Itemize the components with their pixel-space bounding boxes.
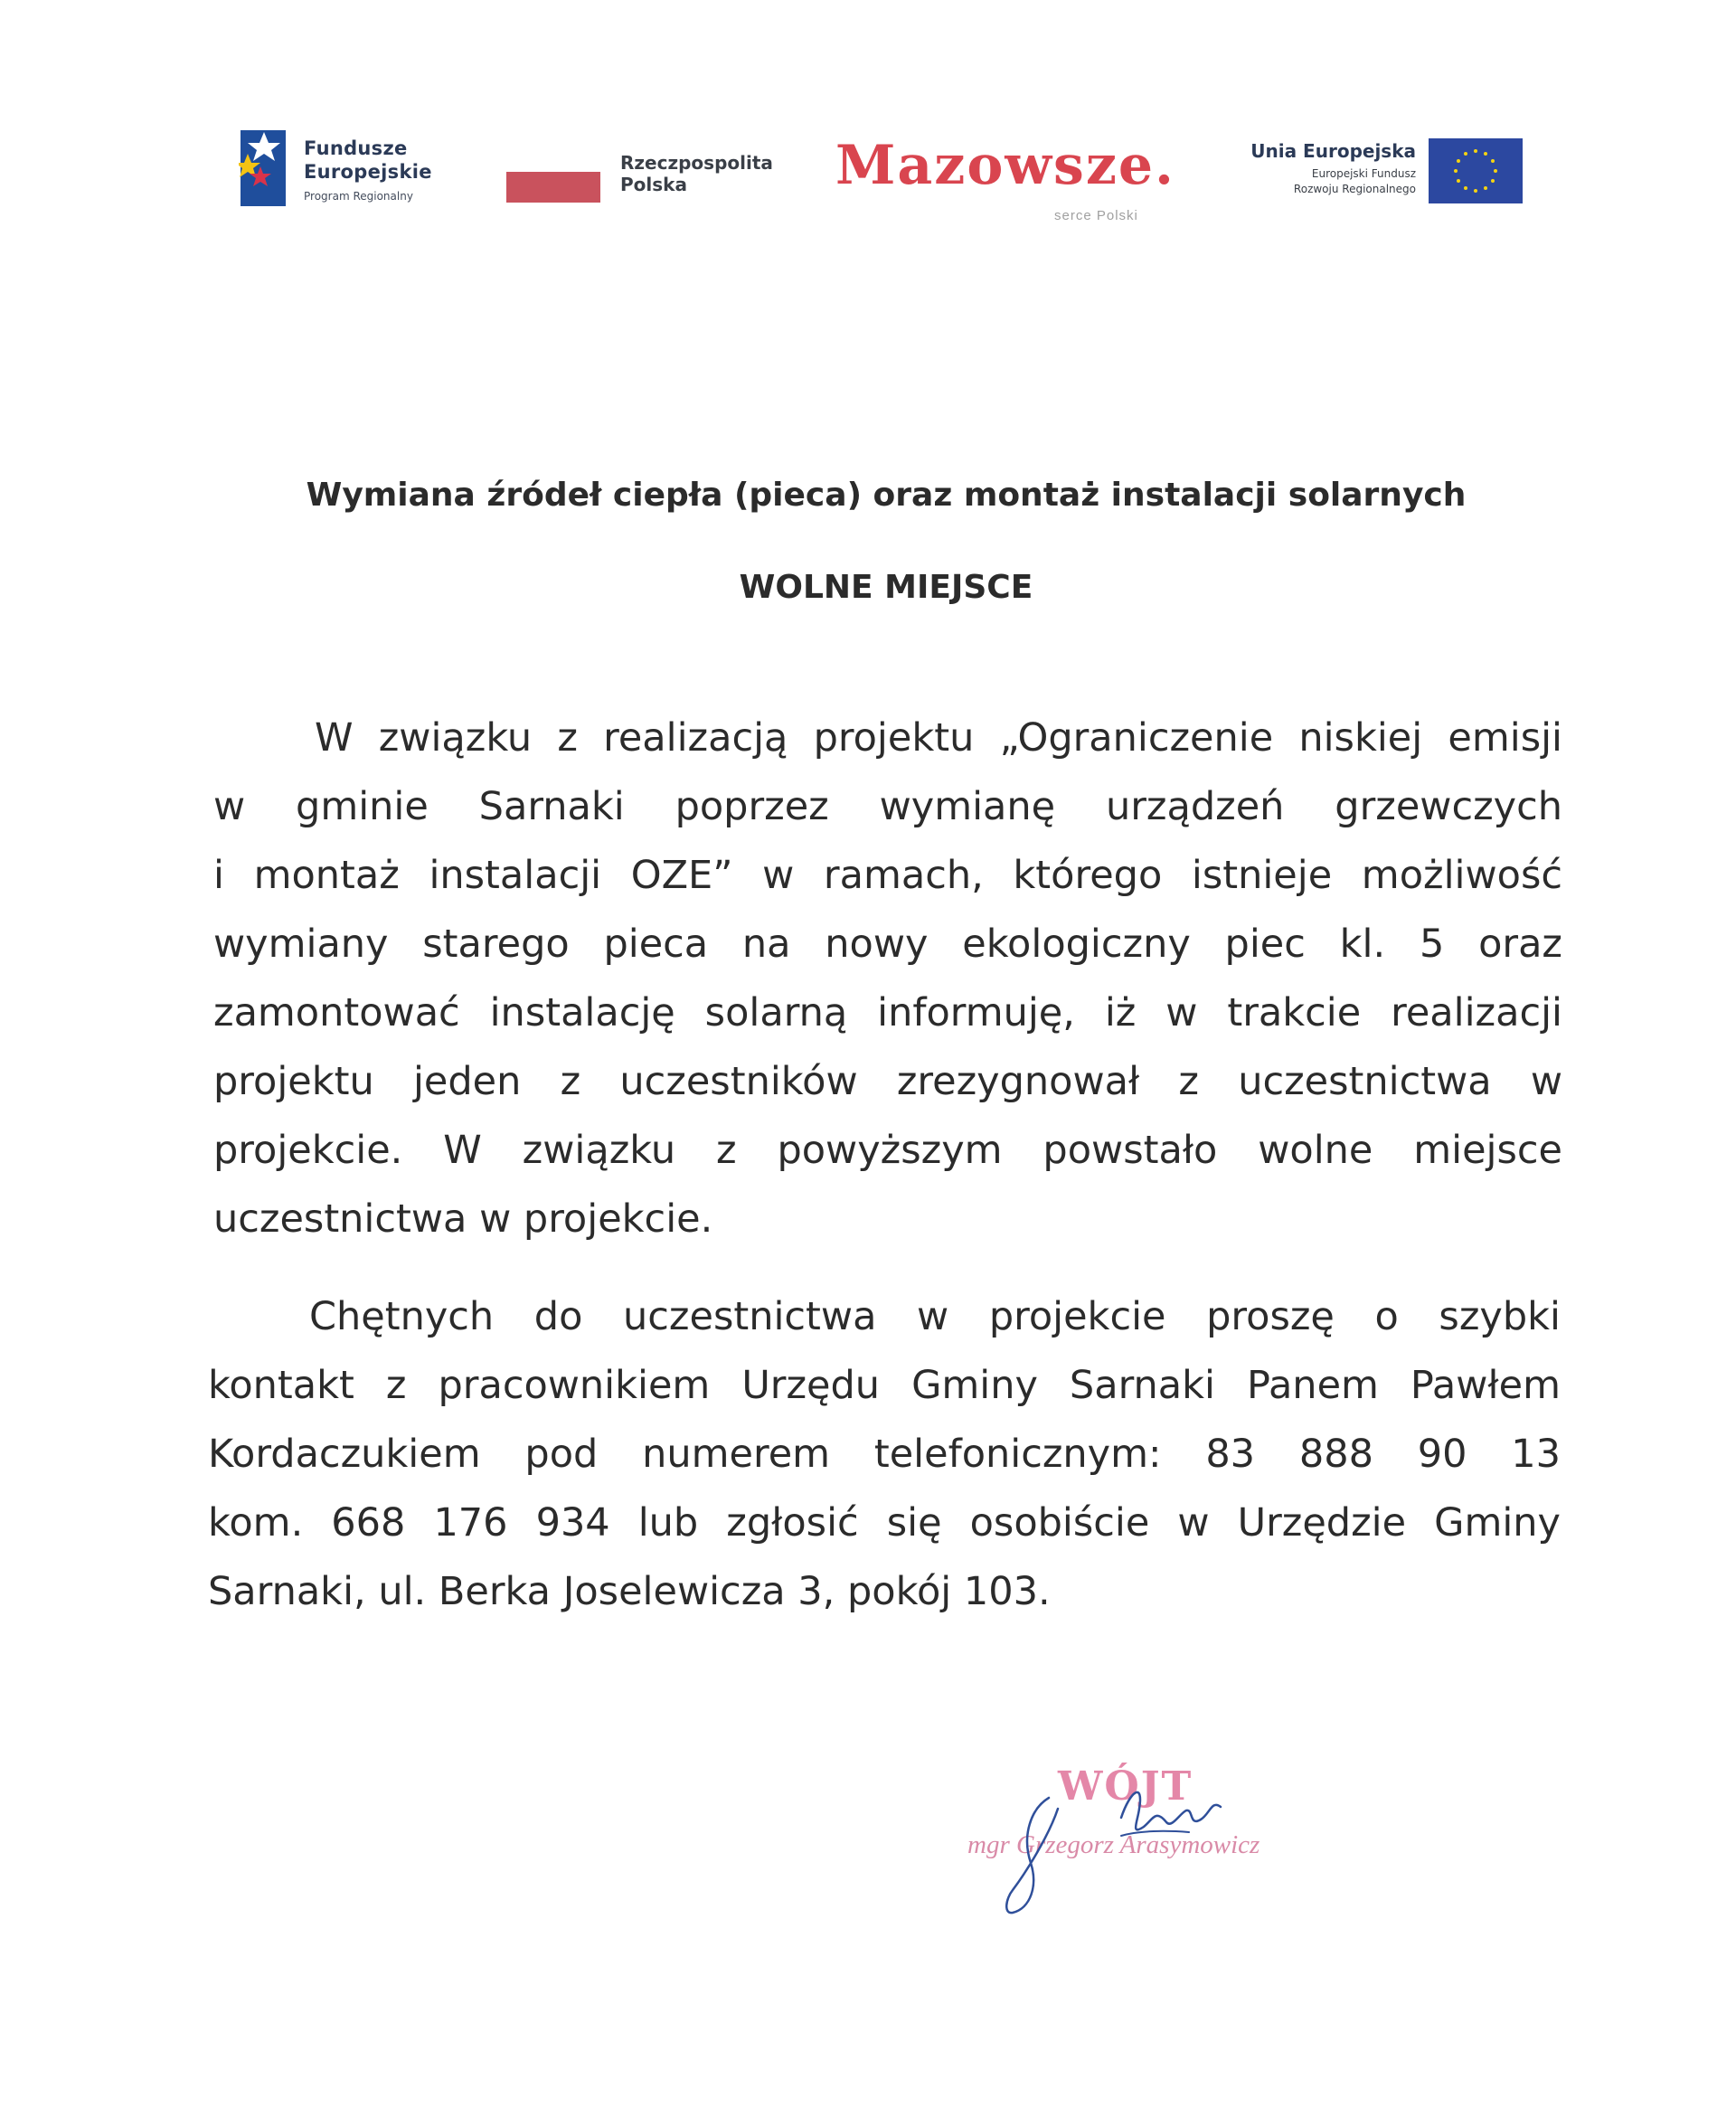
- official-stamp: [967, 1736, 1347, 1917]
- document-subtitle: WOLNE MIEJSCE: [739, 569, 1033, 606]
- paragraph-line: Chętnych do uczestnictwa w projekcie proszę o szybki: [309, 1294, 1561, 1339]
- unia-line2: Europejski Fundusz: [1311, 167, 1416, 180]
- document-title: Wymiana źródeł ciepła (pieca) oraz montaż instalacji solarnych: [306, 477, 1467, 514]
- paragraph-line: Kordaczukiem pod numerem telefonicznym: 83 888 90 13: [208, 1432, 1561, 1477]
- stamp-name: mgr Grzegorz Arasymowicz: [967, 1830, 1260, 1859]
- fundusze-europejskie-mark-icon: [239, 127, 293, 210]
- logo-bar: [239, 118, 1523, 226]
- paragraph-line: w gminie Sarnaki poprzez wymianę urządzeń grzewczych: [213, 784, 1562, 829]
- paragraph-line: projekcie. W związku z powyższym powstało wolne miejsce: [213, 1128, 1562, 1173]
- paragraph-line: W związku z realizacją projektu „Ograniczenie niskiej emisji: [315, 715, 1562, 761]
- paragraph-line: projektu jeden z uczestników zrezygnował z uczestnictwa w: [213, 1059, 1562, 1104]
- paragraph-line: uczestnictwa w projekcie.: [213, 1196, 713, 1242]
- paragraph-line: kom. 668 176 934 lub zgłosić się osobiście w Urzędzie Gminy: [208, 1500, 1561, 1546]
- fundusze-line2: Europejskie: [304, 161, 432, 183]
- unia-europejska-logo: [1215, 140, 1523, 222]
- eu-flag-icon: [1429, 138, 1523, 203]
- paragraph-line: kontakt z pracownikiem Urzędu Gminy Sarnaki Panem Pawłem: [208, 1363, 1561, 1408]
- rzeczpospolita-polska-logo: [506, 152, 814, 224]
- mazowsze-wordmark: Mazowsze.: [835, 134, 1175, 197]
- paragraph-line: Sarnaki, ul. Berka Joselewicza 3, pokój 103.: [208, 1569, 1051, 1614]
- fundusze-line3: Program Regionalny: [304, 190, 413, 203]
- fundusze-line1: Fundusze: [304, 137, 408, 159]
- unia-line3: Rozwoju Regionalnego: [1293, 183, 1416, 195]
- mazowsze-logo: [835, 134, 1188, 224]
- mazowsze-tagline: serce Polski: [1054, 208, 1138, 223]
- paragraph-line: i montaż instalacji OZE” w ramach, którego istnieje możliwość: [213, 853, 1562, 898]
- rzeczpospolita-line1: Rzeczpospolita: [620, 152, 773, 174]
- polish-flag-icon: [506, 172, 600, 203]
- paragraph-2: [208, 1282, 1561, 1626]
- unia-line1: Unia Europejska: [1250, 140, 1416, 162]
- paragraph-1: [213, 704, 1562, 1253]
- stamp-title: WÓJT: [1058, 1763, 1194, 1810]
- paragraph-line: zamontować instalację solarną informuję, iż w trakcie realizacji: [213, 990, 1562, 1035]
- handwritten-signature-icon: [995, 1736, 1284, 1917]
- fundusze-europejskie-logo: [239, 127, 474, 217]
- rzeczpospolita-line2: Polska: [620, 174, 687, 195]
- paragraph-line: wymiany starego pieca na nowy ekologiczny piec kl. 5 oraz: [213, 922, 1562, 967]
